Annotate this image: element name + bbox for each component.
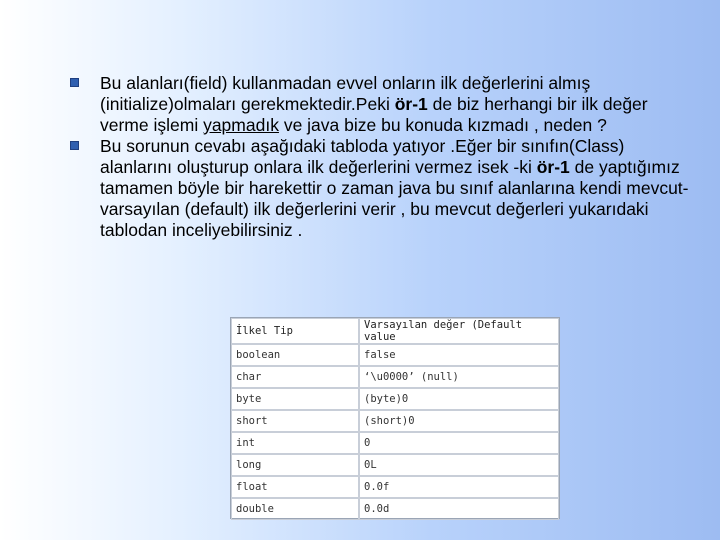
cell-default: (short)0 — [359, 410, 559, 432]
table-row — [231, 498, 559, 520]
header-default-value: Varsayılan değer (Default value — [359, 318, 559, 344]
cell-type: float — [231, 476, 359, 498]
table-row — [231, 410, 559, 432]
bullet-1-part-1: Bu alanları(field) kullanmadan evvel onların ilk değerlerini almış (initialize)olmaları gerekmektedir.Peki — [100, 73, 591, 114]
cell-type: boolean — [231, 344, 359, 366]
cell-default: 0.0f — [359, 476, 559, 498]
table-row — [231, 476, 559, 498]
bullet-item-1 — [58, 73, 698, 136]
default-values-table — [230, 317, 560, 519]
cell-type: byte — [231, 388, 359, 410]
bullet-1-part-4: yapmadık — [203, 115, 279, 135]
cell-default: 0.0d — [359, 498, 559, 520]
primitive-defaults-table — [231, 318, 559, 520]
bullet-text-2 — [100, 136, 689, 240]
table-row — [231, 388, 559, 410]
square-bullet-icon — [70, 78, 79, 87]
table-row — [231, 454, 559, 476]
cell-default: (byte)0 — [359, 388, 559, 410]
table-header-row — [231, 318, 559, 344]
cell-default: 0L — [359, 454, 559, 476]
bullet-list — [58, 73, 698, 241]
header-primitive-type: İlkel Tip — [231, 318, 359, 344]
bullet-item-2 — [58, 136, 698, 241]
table-row — [231, 366, 559, 388]
cell-type: int — [231, 432, 359, 454]
cell-type: char — [231, 366, 359, 388]
cell-type: double — [231, 498, 359, 520]
cell-type: long — [231, 454, 359, 476]
bullet-2-part-1: Bu sorunun cevabı aşağıdaki tabloda yatıyor .Eğer bir sınıfın(Class) alanlarını oluşturup onlara ilk değerlerini vermez isek -ki — [100, 136, 625, 177]
cell-default: 0 — [359, 432, 559, 454]
table-row — [231, 344, 559, 366]
bullet-2-part-2: ör-1 — [536, 157, 570, 177]
bullet-1-part-2: ör-1 — [394, 94, 428, 114]
bullet-text-1 — [100, 73, 648, 135]
square-bullet-icon — [70, 141, 79, 150]
cell-default: false — [359, 344, 559, 366]
cell-type: short — [231, 410, 359, 432]
bullet-1-part-5: ve java bize bu konuda kızmadı , neden ? — [278, 115, 607, 135]
bullet-2-part-3: de yaptığımız tamamen böyle bir harekettir o zaman java bu sınıf alanlarına kendi mevcut-varsayılan (default) ilk değerlerini verir , bu mevcut değerleri yukarıdaki tablodan inceliyebilirsiniz . — [100, 157, 689, 240]
table-row — [231, 432, 559, 454]
bullet-1-part-3: de biz herhangi bir ilk değer verme işlemi — [100, 94, 648, 135]
cell-default: ‘\u0000’ (null) — [359, 366, 559, 388]
